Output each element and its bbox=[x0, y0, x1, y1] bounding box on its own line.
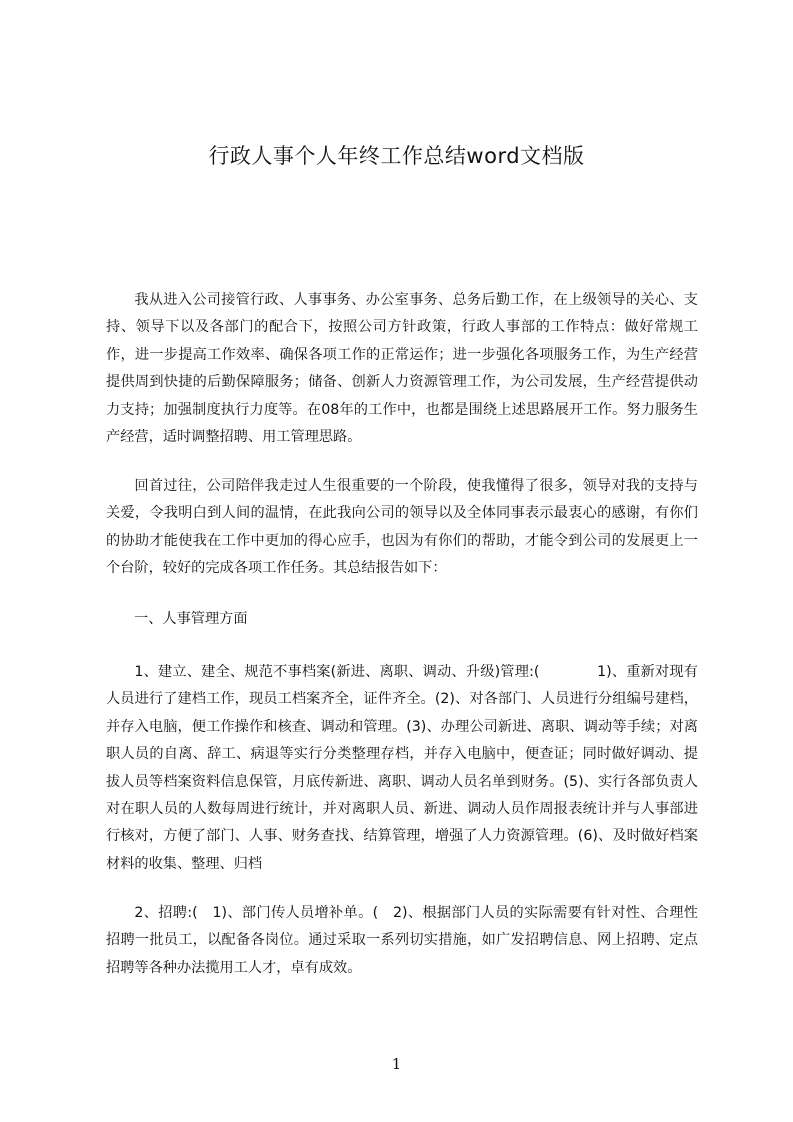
list-item-archives: 1、建立、建全、规范不事档案(新进、离职、调动、升级)管理:( 1)、重新对现有人员进行了建档工作，现员工档案齐全，证件齐全。(2)、对各部门、人员进行分组编号建档，并存入电脑，便工作操作和核查、调动和管理。(3)、办理公司新进、离职、调动等手续；对离职人员的自离、辞工、病退等实行分类整理存档，并存入电脑中，便查证；同时做好调动、提拔人员等档案资料信息保管，月底传新进、离职、调动人员名单到财务。(5)、实行各部负责人对在职人员的人数每周进行统计，并对离职人员、新进、调动人员作周报表统计并与人事部进行核对，方便了部门、人事、财务查找、结算管理，增强了人力资源管理。(6)、及时做好档案材料的收集、整理、归档 bbox=[106, 664, 698, 872]
paragraph-intro: 我从进入公司接管行政、人事事务、办公室事务、总务后勤工作，在上级领导的关心、支持、领导下以及各部门的配合下，按照公司方针政策，行政人事部的工作特点：做好常规工作，进一步提高工作效率、确保各项工作的正常运作；进一步强化各项服务工作，为生产经营提供周到快捷的后勤保障服务；储备、创新人力资源管理工作，为公司发展，生产经营提供动力支持；加强制度执行力度等。在08年的工作中，也都是围绕上述思路展开工作。努力服务生产经营，适时调整招聘、用工管理思路。 bbox=[106, 292, 698, 446]
section-heading-personnel: 一、人事管理方面 bbox=[134, 611, 248, 627]
list-item-recruitment: 2、招聘:( 1)、部门传人员增补单。( 2)、根据部门人员的实际需要有针对性、合理性招聘一批员工，以配备各岗位。通过采取一系列切实措施，如广发招聘信息、网上招聘、定点招聘等各种办法揽用工人才，卓有成效。 bbox=[106, 905, 698, 976]
paragraph-thanks: 回首过往，公司陪伴我走过人生很重要的一个阶段，使我懂得了很多，领导对我的支持与关爱，令我明白到人间的温情，在此我向公司的领导以及全体同事表示最衷心的感谢，有你们的协助才能使我在工作中更加的得心应手，也因为有你们的帮助，才能令到公司的发展更上一个台阶，较好的完成各项工作任务。其总结报告如下： bbox=[106, 478, 698, 577]
document-title: 行政人事个人年终工作总结word文档版 bbox=[208, 144, 585, 168]
page-number: 1 bbox=[391, 1055, 402, 1073]
